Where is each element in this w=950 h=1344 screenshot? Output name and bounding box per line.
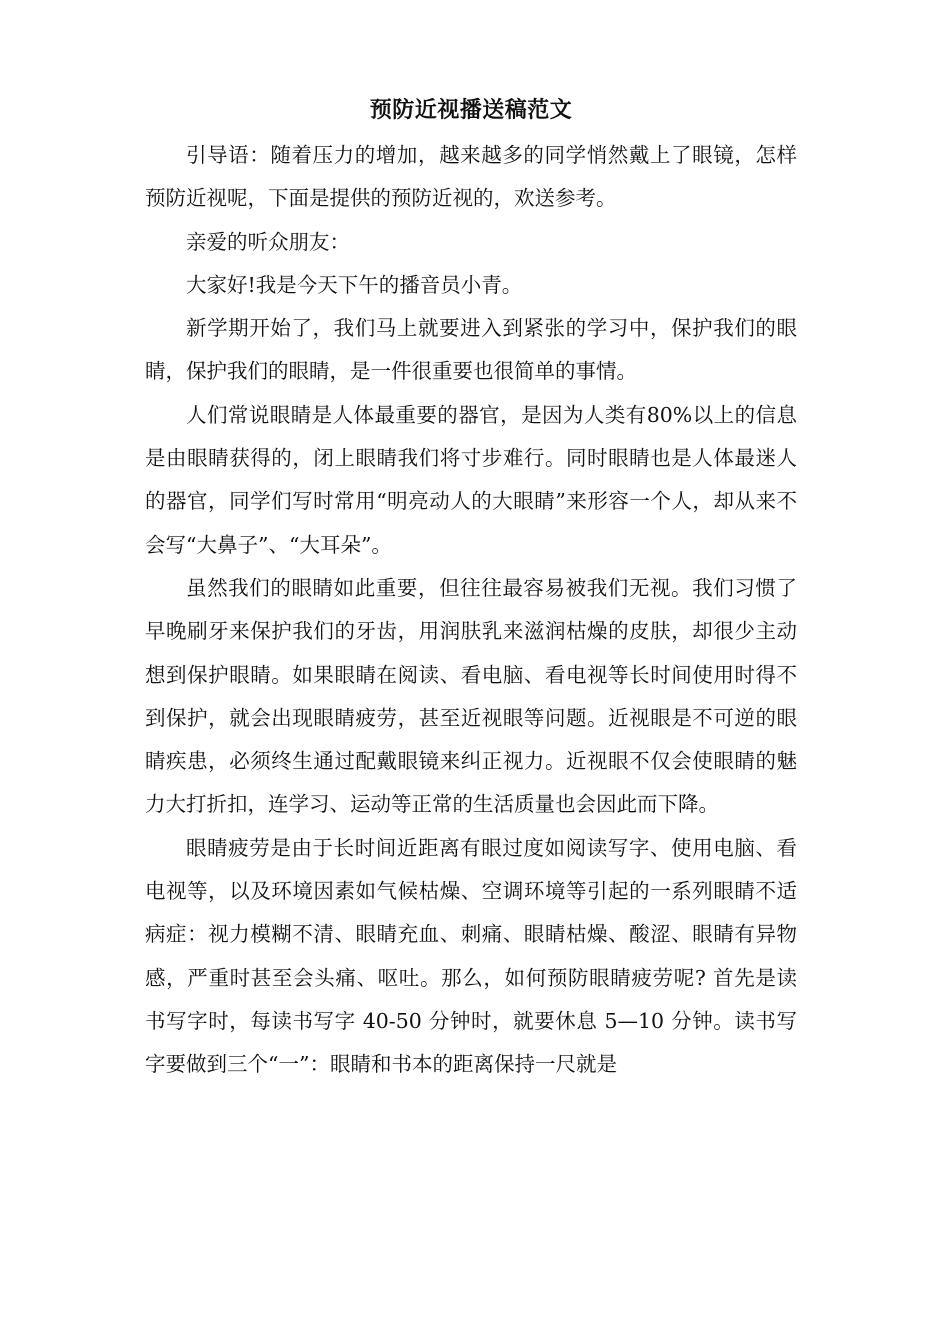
document-title: 预防近视播送稿范文 [369,97,573,123]
paragraph-new-semester: 新学期开始了，我们马上就要进入到紧张的学习中，保护我们的眼睛，保护我们的眼睛，是一件很重要也很简单的事情。 [145,316,797,384]
paragraph-greeting: 亲爱的听众朋友： [186,229,350,254]
paragraph-eye-importance: 人们常说眼睛是人体最重要的器官，是因为人类有80%以上的信息是由眼睛获得的，闭上眼睛我们将寸步难行。同时眼睛也是人体最迷人的器官，同学们写时常用“明亮动人的大眼睛”来形容一个人，却从来不会写“大鼻子”、“大耳朵”。 [145,402,797,557]
paragraph-hello: 大家好!我是今天下午的播音员小青。 [186,272,523,297]
paragraph-eye-neglect: 虽然我们的眼睛如此重要，但往往最容易被我们无视。我们习惯了早晚刷牙来保护我们的牙齿，用润肤乳来滋润枯燥的皮肤，却很少主动想到保护眼睛。如果眼睛在阅读、看电脑、看电视等长时间使用时得不到保护，就会出现眼睛疲劳，甚至近视眼等问题。近视眼是不可逆的眼睛疾患，必须终生通过配戴眼镜来纠正视力。近视眼不仅会使眼睛的魅力大打折扣，连学习、运动等正常的生活质量也会因此而下降。 [145,575,797,817]
paragraph-eye-fatigue: 眼睛疲劳是由于长时间近距离有眼过度如阅读写字、使用电脑、看电视等，以及环境因素如气候枯燥、空调环境等引起的一系列眼睛不适病症：视力模糊不清、眼睛充血、刺痛、眼睛枯燥、酸涩、眼睛有异物感，严重时甚至会头痛、呕吐。那么，如何预防眼睛疲劳呢? 首先是读书写字时，每读书写字 40-50 分钟时，就要休息 5—10 分钟。读书写字要做到三个“一”：眼睛和书本的距离保持一尺就是 [145,835,797,1077]
document-page [145,92,797,1087]
paragraph-intro: 引导语：随着压力的增加，越来越多的同学悄然戴上了眼镜，怎样预防近视呢，下面是提供的预防近视的，欢送参考。 [145,143,797,211]
